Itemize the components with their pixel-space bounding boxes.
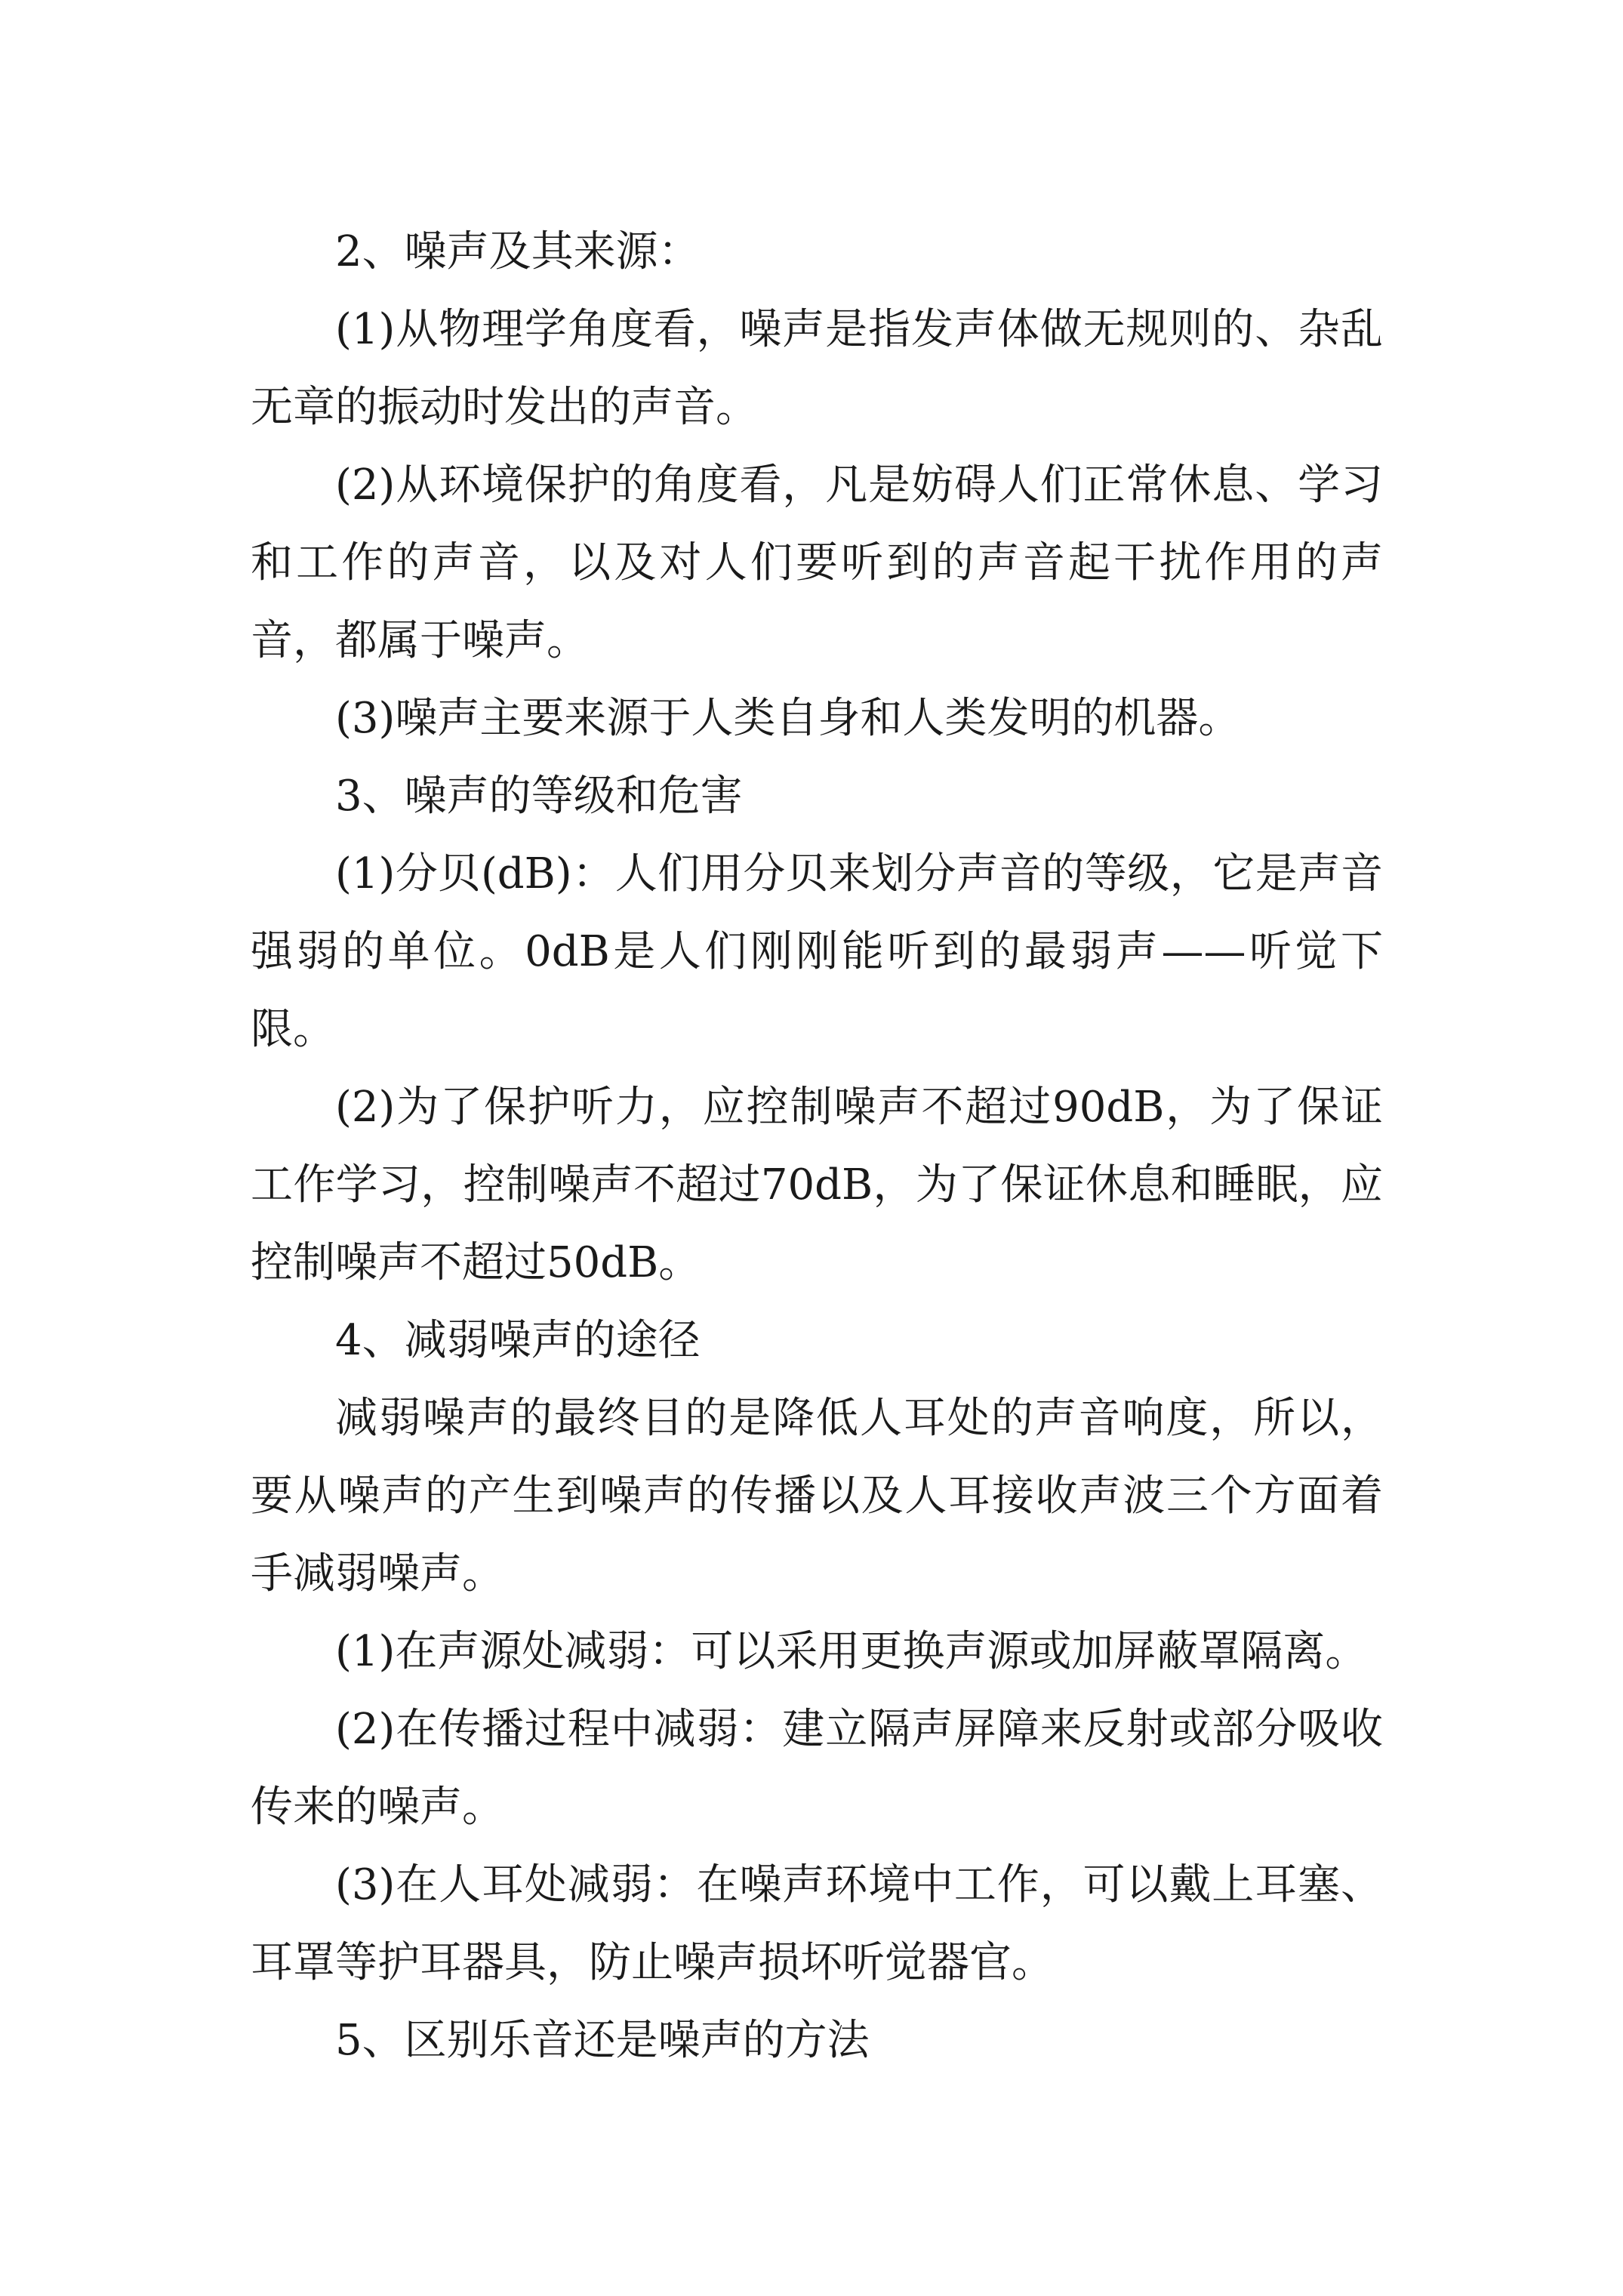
section-heading-noise-source: 2、噪声及其来源： bbox=[335, 227, 701, 276]
section-heading-noise-reduction: 4、减弱噪声的途径 bbox=[335, 1316, 701, 1365]
paragraph-reduce-at-ear: (3)在人耳处减弱：在噪声环境中工作，可以戴上耳塞、耳罩等护耳器具，防止噪声损坏听觉器官。 bbox=[251, 1860, 1383, 1987]
paragraph-environment-definition: (2)从环境保护的角度看，凡是妨碍人们正常休息、学习和工作的声音，以及对人们要听到的声音起干扰作用的声音，都属于噪声。 bbox=[251, 461, 1383, 665]
section-heading-noise-levels: 3、噪声的等级和危害 bbox=[335, 772, 743, 821]
paragraph-physics-definition: (1)从物理学角度看，噪声是指发声体做无规则的、杂乱无章的振动时发出的声音。 bbox=[251, 305, 1383, 432]
document-body bbox=[251, 213, 1383, 2079]
paragraph-noise-main-source: (3)噪声主要来源于人类自身和人类发明的机器。 bbox=[335, 694, 1241, 743]
section-heading-distinguish-music-noise: 5、区别乐音还是噪声的方法 bbox=[335, 2016, 870, 2065]
paragraph-noise-limits: (2)为了保护听力，应控制噪声不超过90dB，为了保证工作学习，控制噪声不超过70dB，为了保证休息和睡眠，应控制噪声不超过50dB。 bbox=[251, 1083, 1383, 1287]
paragraph-reduce-at-source: (1)在声源处减弱：可以采用更换声源或加屏蔽罩隔离。 bbox=[335, 1627, 1368, 1676]
paragraph-decibel-definition: (1)分贝(dB)：人们用分贝来划分声音的等级，它是声音强弱的单位。0dB是人们刚刚能听到的最弱声——听觉下限。 bbox=[251, 849, 1383, 1054]
paragraph-reduction-purpose: 减弱噪声的最终目的是降低人耳处的声音响度，所以，要从噪声的产生到噪声的传播以及人耳接收声波三个方面着手减弱噪声。 bbox=[251, 1394, 1383, 1598]
paragraph-reduce-in-transmission: (2)在传播过程中减弱：建立隔声屏障来反射或部分吸收传来的噪声。 bbox=[251, 1705, 1383, 1832]
